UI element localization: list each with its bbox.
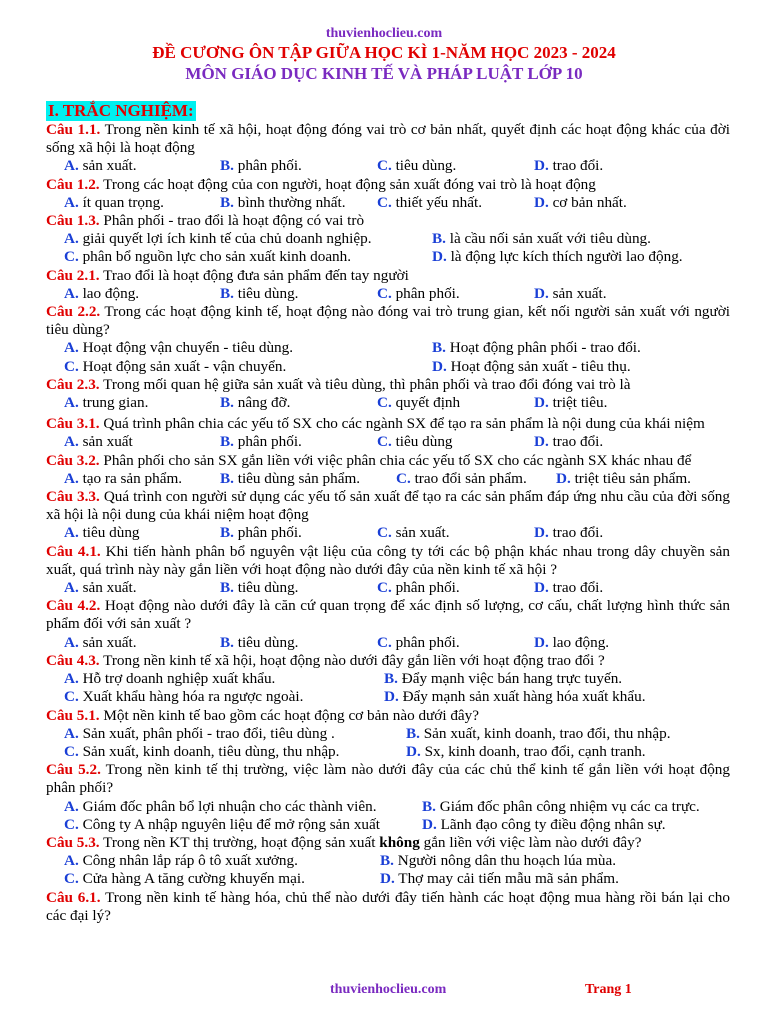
option-label: A. (64, 797, 79, 815)
answer-option (534, 524, 603, 542)
option-text: sản xuất. (395, 524, 450, 542)
answer-option (432, 230, 651, 248)
answer-option (534, 579, 603, 597)
option-label: A. (64, 433, 79, 451)
answer-option (422, 816, 666, 834)
question-number: Câu 2.2. (46, 303, 101, 321)
options-row (64, 852, 730, 870)
option-text: tiêu dùng. (237, 633, 299, 651)
question (46, 488, 730, 524)
option-text: Sản xuất, kinh doanh, tiêu dùng, thu nhập. (82, 742, 340, 760)
options-row (64, 524, 730, 542)
question-number: Câu 3.3. (46, 488, 100, 506)
answer-option (64, 285, 220, 303)
option-text: lao động. (552, 633, 610, 651)
option-text: tiêu dùng. (237, 579, 299, 597)
option-text: là cầu nối sản xuất với tiêu dùng. (449, 230, 651, 248)
answer-option (380, 870, 619, 888)
question-text: Quá trình phân chia các yếu tố SX cho các ngành SX để tạo ra sản phẩm là nội dung của khái niệm (103, 415, 705, 433)
option-text: trao đổi. (552, 579, 604, 597)
option-label: A. (64, 579, 79, 597)
option-text: Giám đốc phân công nhiệm vụ các ca trực. (439, 797, 700, 815)
option-text: Cửa hàng A tăng cường khuyến mại. (82, 870, 305, 888)
option-label: B. (432, 230, 446, 248)
option-label: B. (220, 157, 234, 175)
question-text: Hoạt động nào dưới đây là căn cứ quan trọng để xác định số lượng, cơ cấu, chất lượng hình thức sản phẩm đối với sản xuất ? (46, 597, 730, 633)
question (46, 652, 730, 670)
option-text: quyết định (395, 394, 461, 412)
option-text: trao đổi. (552, 433, 604, 451)
options-row (64, 394, 730, 412)
options-row (64, 816, 730, 834)
option-text: lao động. (82, 284, 140, 302)
answer-option (432, 358, 631, 376)
answer-option (384, 688, 646, 706)
option-label: C. (64, 815, 79, 833)
option-label: D. (534, 394, 549, 412)
page-number: Trang 1 (585, 982, 632, 997)
question (46, 376, 730, 394)
option-label: C. (377, 284, 392, 302)
answer-option (220, 285, 377, 303)
answer-option (64, 339, 432, 357)
option-label: C. (377, 579, 392, 597)
option-text: trao đổi. (552, 157, 604, 175)
answer-option (64, 470, 220, 488)
option-text: Sản xuất, phân phối - trao đổi, tiêu dùng . (82, 724, 335, 742)
options-row (64, 670, 730, 688)
option-text: ít quan trọng. (82, 193, 164, 211)
question (46, 597, 730, 633)
option-label: D. (556, 469, 571, 487)
question-text: Trong nền kinh tế hàng hóa, chủ thể nào dưới đây tiến hành các hoạt động mua hàng rồi bán lại cho các đại lý? (46, 888, 730, 924)
option-text: Xuất khẩu hàng hóa ra ngược ngoài. (82, 688, 304, 706)
option-text: Đẩy mạnh việc bán hang trực tuyến. (401, 670, 623, 688)
option-label: B. (406, 724, 420, 742)
question-number: Câu 5.1. (46, 706, 100, 724)
option-text: sản xuất. (552, 284, 607, 302)
option-text: cơ bản nhất. (552, 193, 627, 211)
option-label: A. (64, 724, 79, 742)
question-text: Phân phối - trao đổi là hoạt động có vai trò (103, 212, 365, 230)
question-text: Trong nền KT thị trường, hoạt động sản xuất (103, 833, 380, 851)
question (46, 707, 730, 725)
question (46, 452, 730, 470)
option-text: Thợ may cải tiến mẫu mã sản phẩm. (398, 870, 619, 888)
answer-option (396, 470, 556, 488)
answer-option (534, 394, 607, 412)
option-label: C. (377, 633, 392, 651)
option-label: B. (220, 193, 234, 211)
option-text: Hoạt động sản xuất - tiêu thụ. (450, 357, 631, 375)
option-label: B. (380, 852, 394, 870)
option-text: Công nhân lắp ráp ô tô xuất xưởng. (82, 852, 298, 870)
option-label: C. (64, 688, 79, 706)
question-number: Câu 6.1. (46, 888, 101, 906)
answer-option (64, 358, 432, 376)
question-number: Câu 4.2. (46, 597, 101, 615)
question (46, 543, 730, 579)
option-text: Hoạt động sản xuất - vận chuyển. (82, 357, 287, 375)
answer-option (64, 579, 220, 597)
option-text: tiêu dùng (395, 433, 453, 451)
answer-option (64, 194, 220, 212)
answer-option (377, 157, 534, 175)
question-number: Câu 1.2. (46, 175, 100, 193)
option-text: Hoạt động vận chuyển - tiêu dùng. (82, 339, 294, 357)
option-label: A. (64, 469, 79, 487)
options-row (64, 248, 730, 266)
answer-option (220, 157, 377, 175)
question (46, 176, 730, 194)
site-header: thuvienhoclieu.com (325, 26, 443, 41)
answer-option (64, 394, 220, 412)
question-list (46, 121, 730, 925)
question (46, 761, 730, 797)
option-label: A. (64, 524, 79, 542)
answer-option (64, 157, 220, 175)
option-label: B. (220, 284, 234, 302)
option-label: D. (534, 433, 549, 451)
answer-option (377, 433, 534, 451)
answer-option (220, 524, 377, 542)
options-row (64, 798, 730, 816)
section-heading: I. TRẮC NGHIỆM: (48, 101, 194, 120)
options-row (64, 194, 730, 212)
option-text: Giám đốc phân bổ lợi nhuận cho các thành viên. (82, 797, 377, 815)
answer-option (534, 285, 607, 303)
option-label: C. (377, 433, 392, 451)
answer-option (384, 670, 622, 688)
option-label: B. (220, 469, 234, 487)
answer-option (422, 798, 700, 816)
answer-option (377, 194, 534, 212)
question-number: Câu 4.1. (46, 542, 101, 560)
answer-option (377, 394, 534, 412)
answer-option (64, 248, 432, 266)
option-label: A. (64, 339, 79, 357)
answer-option (64, 670, 384, 688)
option-label: B. (220, 524, 234, 542)
option-label: C. (396, 469, 411, 487)
option-text: phân phối. (237, 433, 302, 451)
option-label: B. (432, 339, 446, 357)
option-label: A. (64, 284, 79, 302)
option-text: trao đổi sản phẩm. (414, 469, 527, 487)
option-label: D. (534, 193, 549, 211)
option-text: tiêu dùng. (395, 157, 457, 175)
option-label: B. (220, 433, 234, 451)
option-label: D. (406, 742, 421, 760)
answer-option (220, 634, 377, 652)
option-text: Đẩy mạnh sản xuất hàng hóa xuất khẩu. (402, 688, 646, 706)
option-text: phân phối. (237, 157, 302, 175)
question-text: Trong các hoạt động của con người, hoạt động sản xuất đóng vai trò là hoạt động (103, 175, 596, 193)
answer-option (534, 634, 609, 652)
option-text: Công ty A nhập nguyên liệu để mở rộng sản xuất (82, 815, 380, 833)
answer-option (432, 248, 683, 266)
answer-option (64, 816, 422, 834)
option-label: C. (64, 742, 79, 760)
question (46, 212, 730, 230)
answer-option (64, 870, 380, 888)
answer-option (432, 339, 641, 357)
answer-option (406, 743, 646, 761)
option-text: sản xuất. (82, 633, 137, 651)
option-label: D. (534, 524, 549, 542)
answer-option (534, 433, 603, 451)
option-text: trung gian. (82, 394, 149, 412)
question-number: Câu 2.1. (46, 266, 100, 284)
question-number: Câu 5.2. (46, 761, 101, 779)
option-text: sản xuất (82, 433, 133, 451)
option-text: Lãnh đạo công ty điều động nhân sự. (440, 815, 666, 833)
question-text: Trong nền kinh tế xã hội, hoạt động đóng vai trò cơ bản nhất, quyết định các hoạt động khác của đời sống xã hội là hoạt động (46, 121, 730, 157)
option-label: C. (64, 870, 79, 888)
question-text: Phân phối cho sản SX gắn liền với việc phân chia các yếu tố SX cho các ngành SX khác nhau để (103, 451, 692, 469)
options-row (64, 157, 730, 175)
option-label: A. (64, 852, 79, 870)
option-text: tạo ra sản phẩm. (82, 469, 183, 487)
option-text: Hoạt động phân phối - trao đổi. (449, 339, 641, 357)
option-label: D. (534, 284, 549, 302)
question (46, 834, 730, 852)
question-text: gắn liền với việc làm nào dưới đây? (419, 833, 642, 851)
option-label: D. (534, 633, 549, 651)
options-row (64, 725, 730, 743)
option-text: phân phối. (237, 524, 302, 542)
option-text: tiêu dùng (82, 524, 140, 542)
option-text: phân phối. (395, 633, 460, 651)
option-label: C. (377, 193, 392, 211)
option-text: phân bổ nguồn lực cho sản xuất kinh doanh. (82, 248, 352, 266)
option-text: sản xuất. (82, 157, 137, 175)
option-label: A. (64, 670, 79, 688)
answer-option (220, 470, 396, 488)
option-label: A. (64, 157, 79, 175)
option-text: giải quyết lợi ích kinh tế của chủ doanh nghiệp. (82, 230, 372, 248)
option-label: C. (64, 357, 79, 375)
options-row (64, 470, 730, 488)
answer-option (64, 634, 220, 652)
option-label: B. (422, 797, 436, 815)
answer-option (534, 194, 627, 212)
options-row (64, 230, 730, 248)
question-number: Câu 1.3. (46, 212, 100, 230)
answer-option (64, 433, 220, 451)
option-text: Người nông dân thu hoạch lúa mùa. (397, 852, 617, 870)
options-row (64, 688, 730, 706)
option-text: Sản xuất, kinh doanh, trao đổi, thu nhập. (423, 724, 671, 742)
option-label: C. (377, 394, 392, 412)
options-row (64, 285, 730, 303)
question-number: Câu 3.2. (46, 451, 100, 469)
question (46, 267, 730, 285)
option-text: là động lực kích thích người lao động. (450, 248, 683, 266)
question-text: Trong mối quan hệ giữa sản xuất và tiêu dùng, thì phân phối và trao đổi đóng vai trò là (103, 375, 631, 393)
option-label: B. (220, 633, 234, 651)
question-text: Trong nền kinh tế xã hội, hoạt động nào dưới đây gắn liền với hoạt động trao đổi ? (103, 651, 605, 669)
question-text: Trong các hoạt động kinh tế, hoạt động nào đóng vai trò trung gian, kết nối người sản xuất với người tiêu dùng? (46, 303, 730, 339)
option-label: D. (432, 357, 447, 375)
answer-option (220, 433, 377, 451)
answer-option (220, 394, 377, 412)
option-label: D. (380, 870, 395, 888)
option-text: tiêu dùng. (237, 284, 299, 302)
question-text: Một nền kinh tế bao gồm các hoạt động cơ bản nào dưới đây? (103, 706, 480, 724)
option-label: C. (377, 157, 392, 175)
answer-option (64, 230, 432, 248)
options-row (64, 358, 730, 376)
answer-option (64, 798, 422, 816)
option-text: Hỗ trợ doanh nghiệp xuất khẩu. (82, 670, 276, 688)
option-text: sản xuất. (82, 579, 137, 597)
answer-option (380, 852, 616, 870)
option-text: triệt tiêu sản phẩm. (574, 469, 691, 487)
options-row (64, 339, 730, 357)
answer-option (64, 743, 406, 761)
answer-option (377, 634, 534, 652)
answer-option (64, 852, 380, 870)
question-text: không (379, 833, 420, 851)
question-text: Trao đổi là hoạt động đưa sản phẩm đến tay người (103, 266, 409, 284)
question-number: Câu 5.3. (46, 833, 100, 851)
option-label: B. (220, 394, 234, 412)
option-text: thiết yếu nhất. (395, 193, 483, 211)
answer-option (377, 285, 534, 303)
option-label: A. (64, 394, 79, 412)
question (46, 121, 730, 157)
answer-option (534, 157, 603, 175)
options-row (64, 870, 730, 888)
document-title: ĐỀ CƯƠNG ÔN TẬP GIỮA HỌC KÌ 1-NĂM HỌC 2023 - 2024 (152, 43, 616, 62)
option-label: B. (384, 670, 398, 688)
option-text: phân phối. (395, 284, 460, 302)
option-label: A. (64, 193, 79, 211)
option-text: bình thường nhất. (237, 193, 346, 211)
options-row (64, 634, 730, 652)
footer-site: thuvienhoclieu.com (330, 982, 447, 997)
option-text: triệt tiêu. (552, 394, 608, 412)
option-label: C. (64, 248, 79, 266)
question-text: Trong nền kinh tế thị trường, việc làm nào dưới đây của các chủ thể kinh tế gắn liền với hoạt động phân phối? (46, 761, 730, 797)
answer-option (64, 524, 220, 542)
option-text: nâng đỡ. (237, 394, 291, 412)
answer-option (64, 688, 384, 706)
option-label: A. (64, 230, 79, 248)
answer-option (220, 579, 377, 597)
question (46, 415, 730, 433)
option-label: C. (377, 524, 392, 542)
option-label: B. (220, 579, 234, 597)
question-text: Khi tiến hành phân bổ nguyên vật liệu của công ty tới các bộ phận khác nhau trong dây chuyền sản xuất, quá trình này này gắn liền với hoạt động nào dưới đây của nền kinh tế xã hội ? (46, 542, 730, 578)
question-number: Câu 4.3. (46, 651, 100, 669)
option-text: Sx, kinh doanh, trao đổi, cạnh tranh. (424, 742, 646, 760)
answer-option (377, 524, 534, 542)
answer-option (406, 725, 671, 743)
option-label: D. (422, 815, 437, 833)
answer-option (377, 579, 534, 597)
option-text: trao đổi. (552, 524, 604, 542)
option-label: D. (534, 579, 549, 597)
question-number: Câu 1.1. (46, 121, 101, 138)
question-number: Câu 3.1. (46, 415, 100, 433)
question (46, 303, 730, 339)
option-text: phân phối. (395, 579, 460, 597)
option-text: tiêu dùng sản phẩm. (237, 469, 361, 487)
answer-option (220, 194, 377, 212)
option-label: D. (534, 157, 549, 175)
question (46, 889, 730, 925)
question-text: Quá trình con người sử dụng các yếu tố sản xuất để tạo ra các sản phẩm đáp ứng nhu cầu của đời sống xã hội là nội dung của khái niệm hoạt động (46, 488, 730, 524)
answer-option (64, 725, 406, 743)
option-label: A. (64, 633, 79, 651)
answer-option (556, 470, 691, 488)
question-number: Câu 2.3. (46, 375, 100, 393)
option-label: D. (432, 248, 447, 266)
options-row (64, 743, 730, 761)
document-subtitle: MÔN GIÁO DỤC KINH TẾ VÀ PHÁP LUẬT LỚP 10 (185, 64, 583, 83)
options-row (64, 579, 730, 597)
options-row (64, 433, 730, 451)
option-label: D. (384, 688, 399, 706)
